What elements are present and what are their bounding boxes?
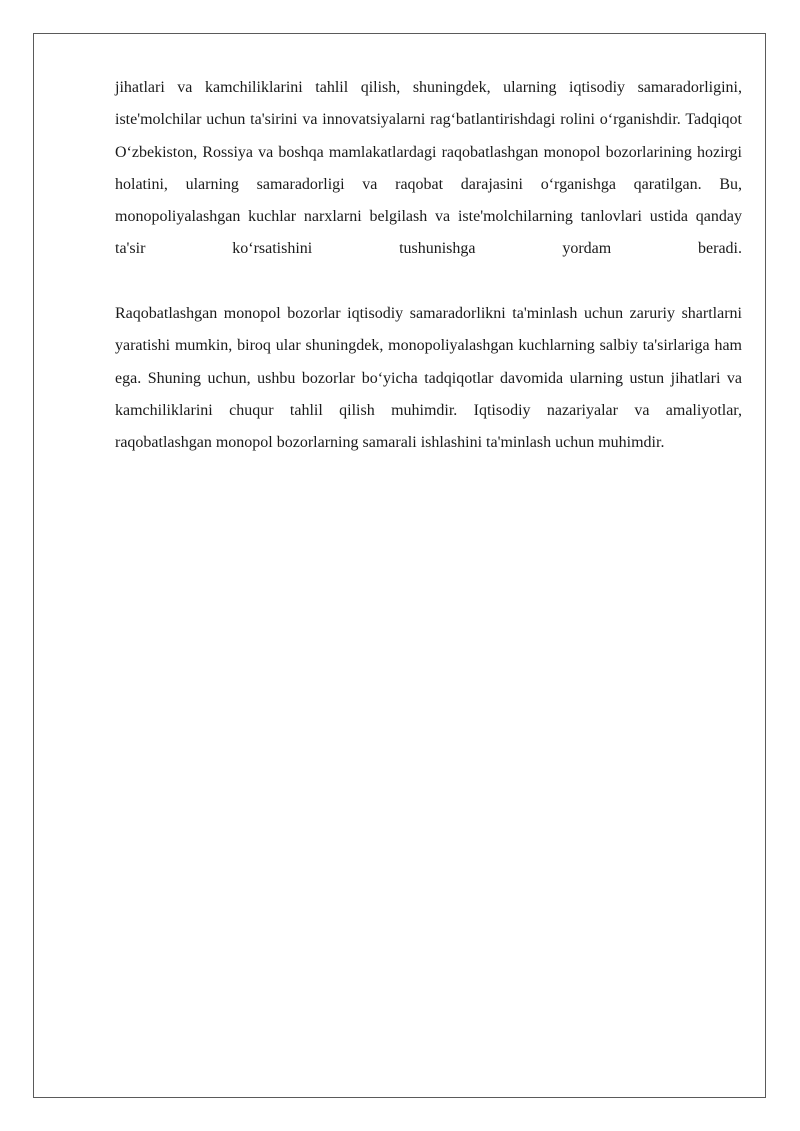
document-body	[115, 72, 742, 492]
paragraph-1: jihatlari va kamchiliklarini tahlil qilish, shuningdek, ularning iqtisodiy samaradorligini, iste'molchilar uchun ta'sirini va innovatsiyalarni rag‘batlantirishdagi rolini o‘rganishdir. Tadqiqot O‘zbekiston, Rossiya va boshqa mamlakatlardagi raqobatlashgan monopol bozorlarining hozirgi holatini, ularning samaradorligi va raqobat darajasini o‘rganishga qaratilgan. Bu, monopoliyalashgan kuchlar narxlarni belgilash va iste'molchilarning tanlovlari ustida qanday ta'sir ko‘rsatishini tushunishga yordam beradi.	[115, 79, 742, 258]
paragraph-2: Raqobatlashgan monopol bozorlar iqtisodiy samaradorlikni ta'minlash uchun zaruriy shartlarni yaratishi mumkin, biroq ular shuningdek, monopoliyalashgan kuchlarning salbiy ta'sirlariga ham ega. Shuning uchun, ushbu bozorlar bo‘yicha tadqiqotlar davomida ularning ustun jihatlari va kamchiliklarini chuqur tahlil qilish muhimdir. Iqtisodiy nazariyalar va amaliyotlar, raqobatlashgan monopol bozorlarning samarali ishlashini ta'minlash uchun muhimdir.	[115, 305, 742, 452]
